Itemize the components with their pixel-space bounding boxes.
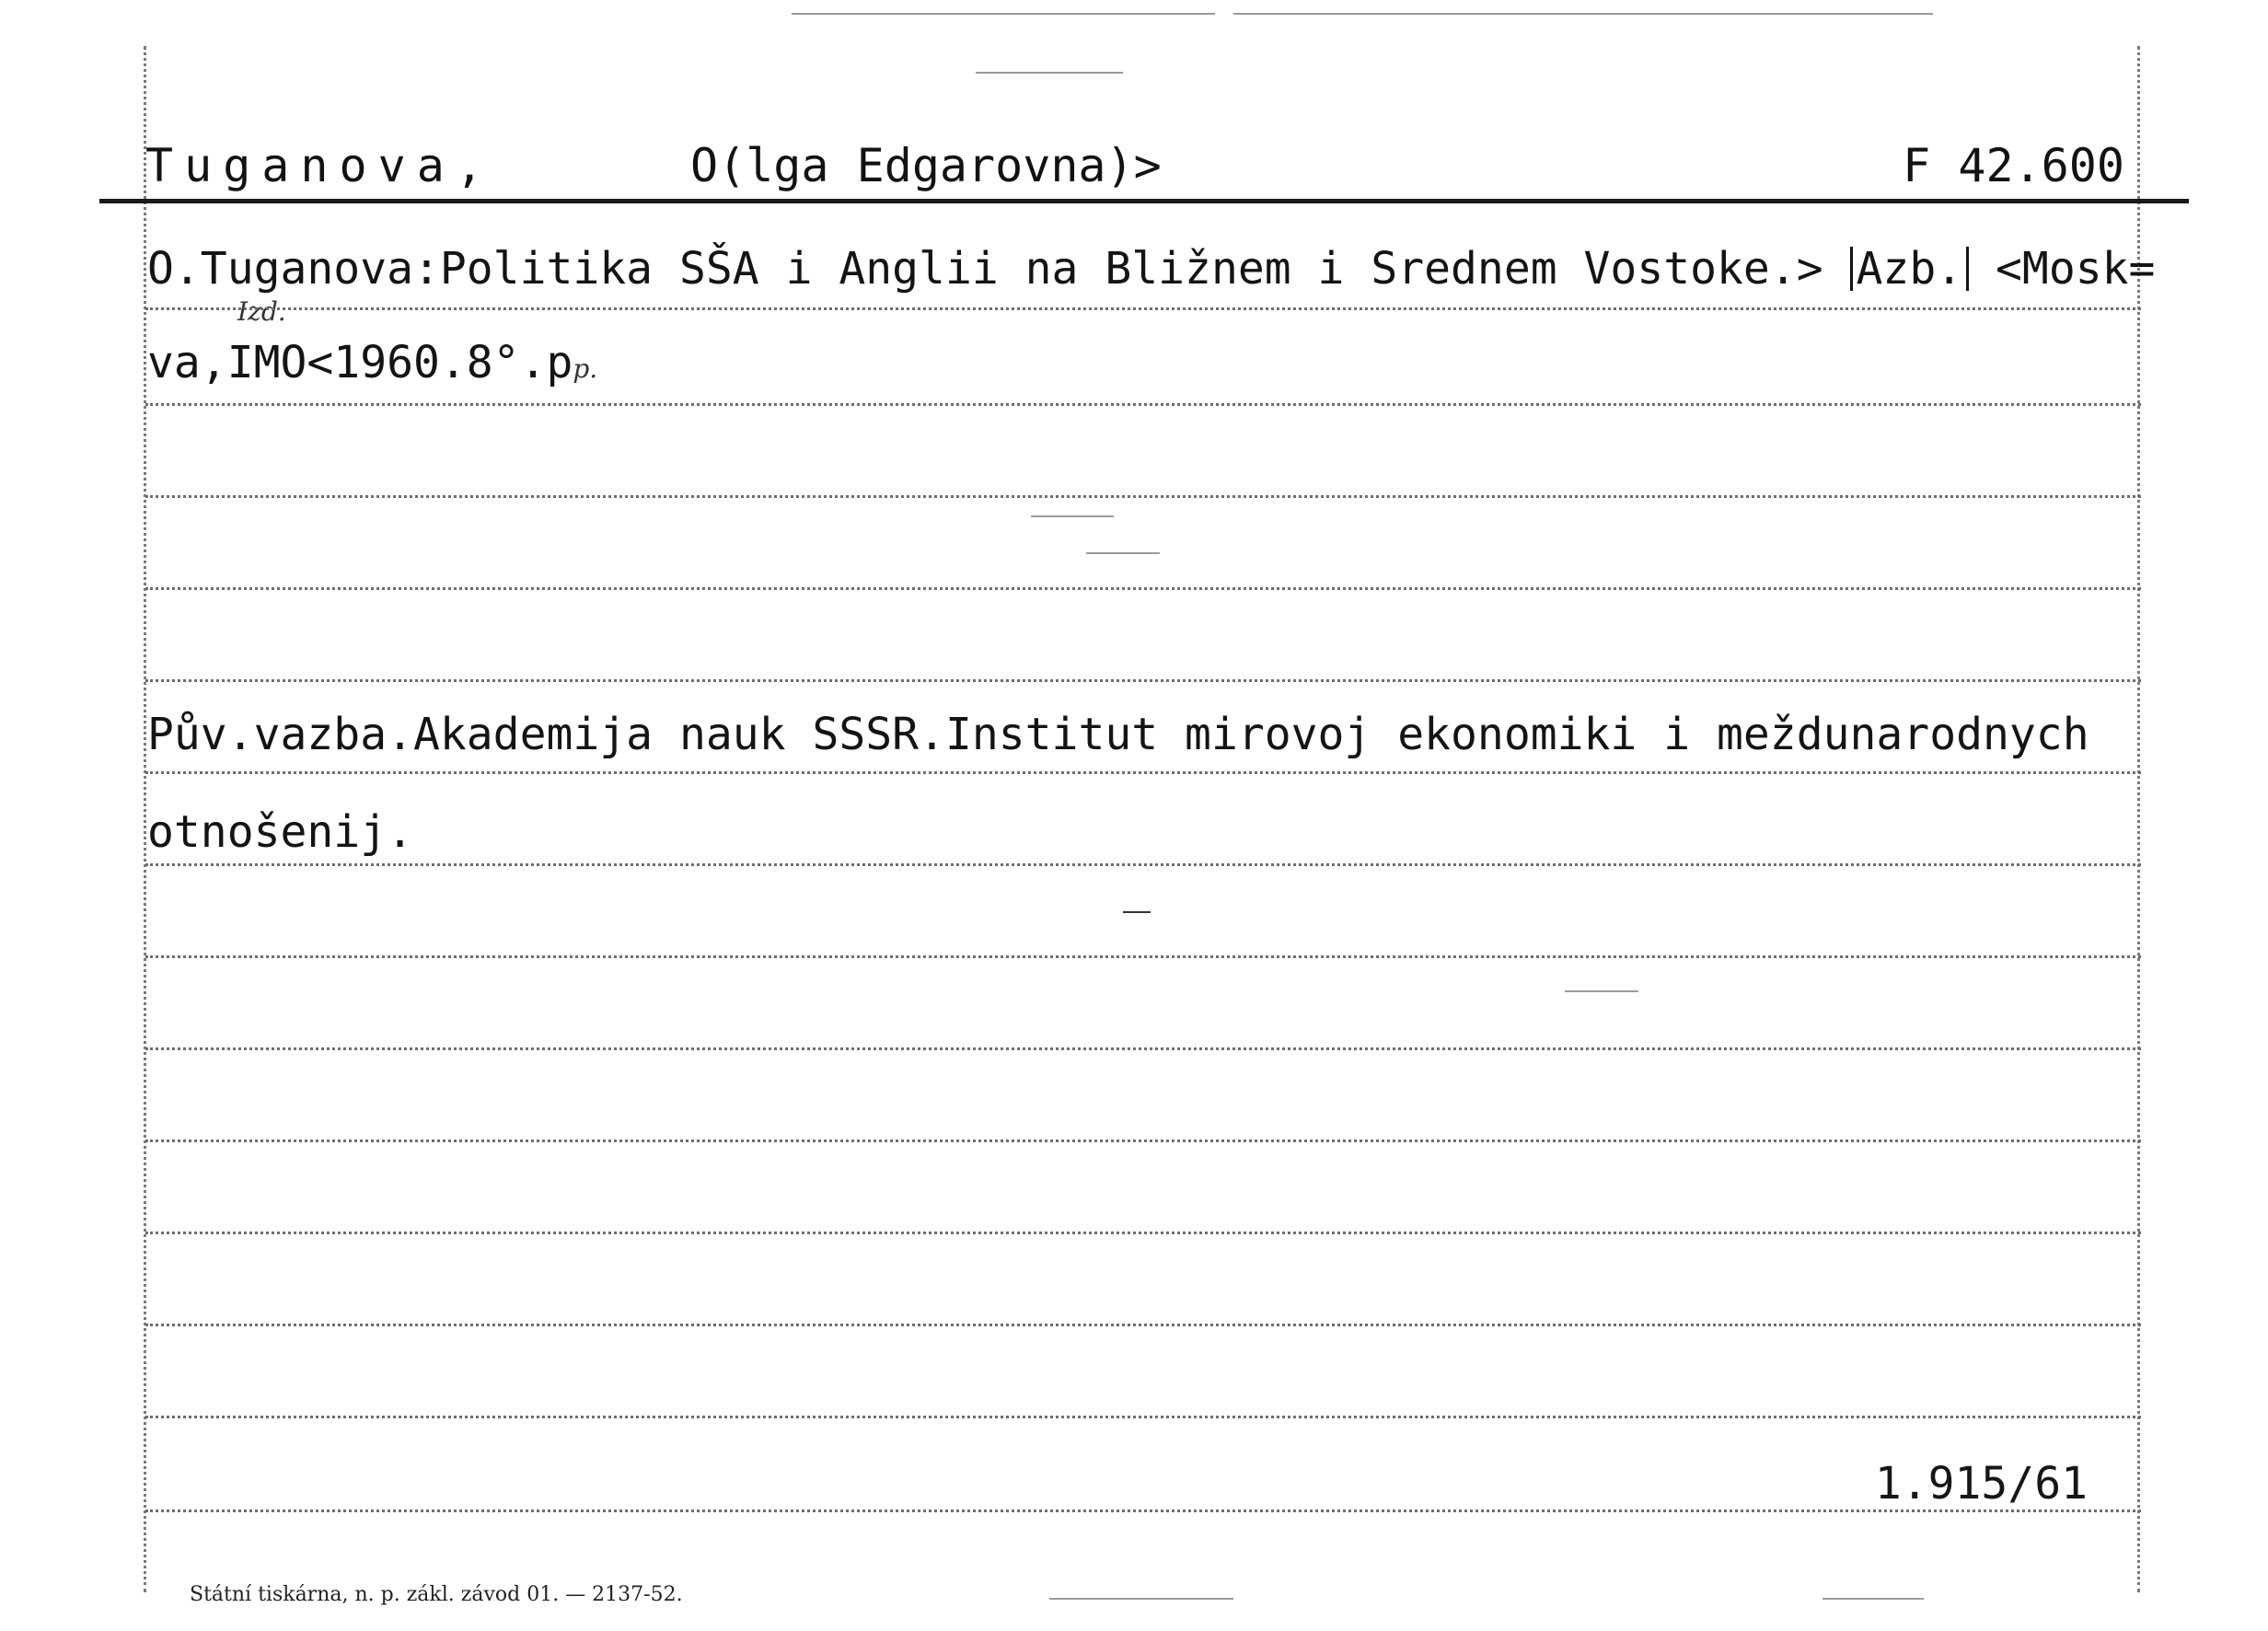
accession-number: 1.915/61 xyxy=(1874,1458,2088,1510)
entry-line-2 xyxy=(147,337,597,395)
ruled-line xyxy=(145,863,2141,866)
printer-imprint: Státní tiskárna, n. p. zákl. závod 01. — 2137-52. xyxy=(190,1583,683,1606)
ruled-line xyxy=(145,955,2141,958)
stray-mark xyxy=(1049,1598,1233,1600)
author-given-names: O(lga Edgarovna)> xyxy=(690,139,1162,192)
ruled-line xyxy=(145,495,2141,498)
ruled-line xyxy=(145,1510,2141,1512)
top-rule-right xyxy=(1233,13,1933,15)
stray-mark xyxy=(1086,552,1160,554)
ruled-line xyxy=(145,307,2141,310)
ruled-line xyxy=(145,403,2141,406)
script-note: Azb. xyxy=(1850,247,1970,291)
ruled-line xyxy=(145,679,2141,682)
stray-mark xyxy=(1565,990,1638,992)
ruled-line xyxy=(145,1416,2141,1418)
author-surname: Tuganova, xyxy=(145,139,494,192)
entry-line-1-end: <Mosk= xyxy=(1996,243,2156,295)
entry-line-1-text: O.Tuganova:Politika SŠA i Anglii na Bližnem i Srednem Vostoke.> xyxy=(147,243,1823,295)
entry-line-2-text: va,IMO<1960.8°.p xyxy=(147,337,573,388)
entry-line-1 xyxy=(147,243,2155,295)
ruled-line xyxy=(145,587,2141,590)
heading-rule xyxy=(99,199,2189,203)
stray-mark xyxy=(976,72,1123,74)
stray-mark xyxy=(1123,911,1151,913)
ruled-line xyxy=(145,1324,2141,1326)
stray-mark xyxy=(1822,1598,1924,1600)
ruled-line xyxy=(145,1047,2141,1050)
note-line-2: otnošenij. xyxy=(147,806,413,858)
left-border xyxy=(144,46,146,1592)
handwritten-correction: p. xyxy=(573,353,598,384)
ruled-line xyxy=(145,1232,2141,1234)
shelf-signature: F 42.600 xyxy=(1903,139,2124,192)
ruled-line xyxy=(145,771,2141,774)
top-rule-left xyxy=(792,13,1215,15)
ruled-line xyxy=(145,1139,2141,1142)
stray-mark xyxy=(1031,515,1114,517)
note-line-1: Pův.vazba.Akademija nauk SSSR.Institut mirovoj ekonomiki i meždunarodnych xyxy=(147,709,2089,760)
handwritten-interlinear-note: Izd. xyxy=(237,296,286,327)
